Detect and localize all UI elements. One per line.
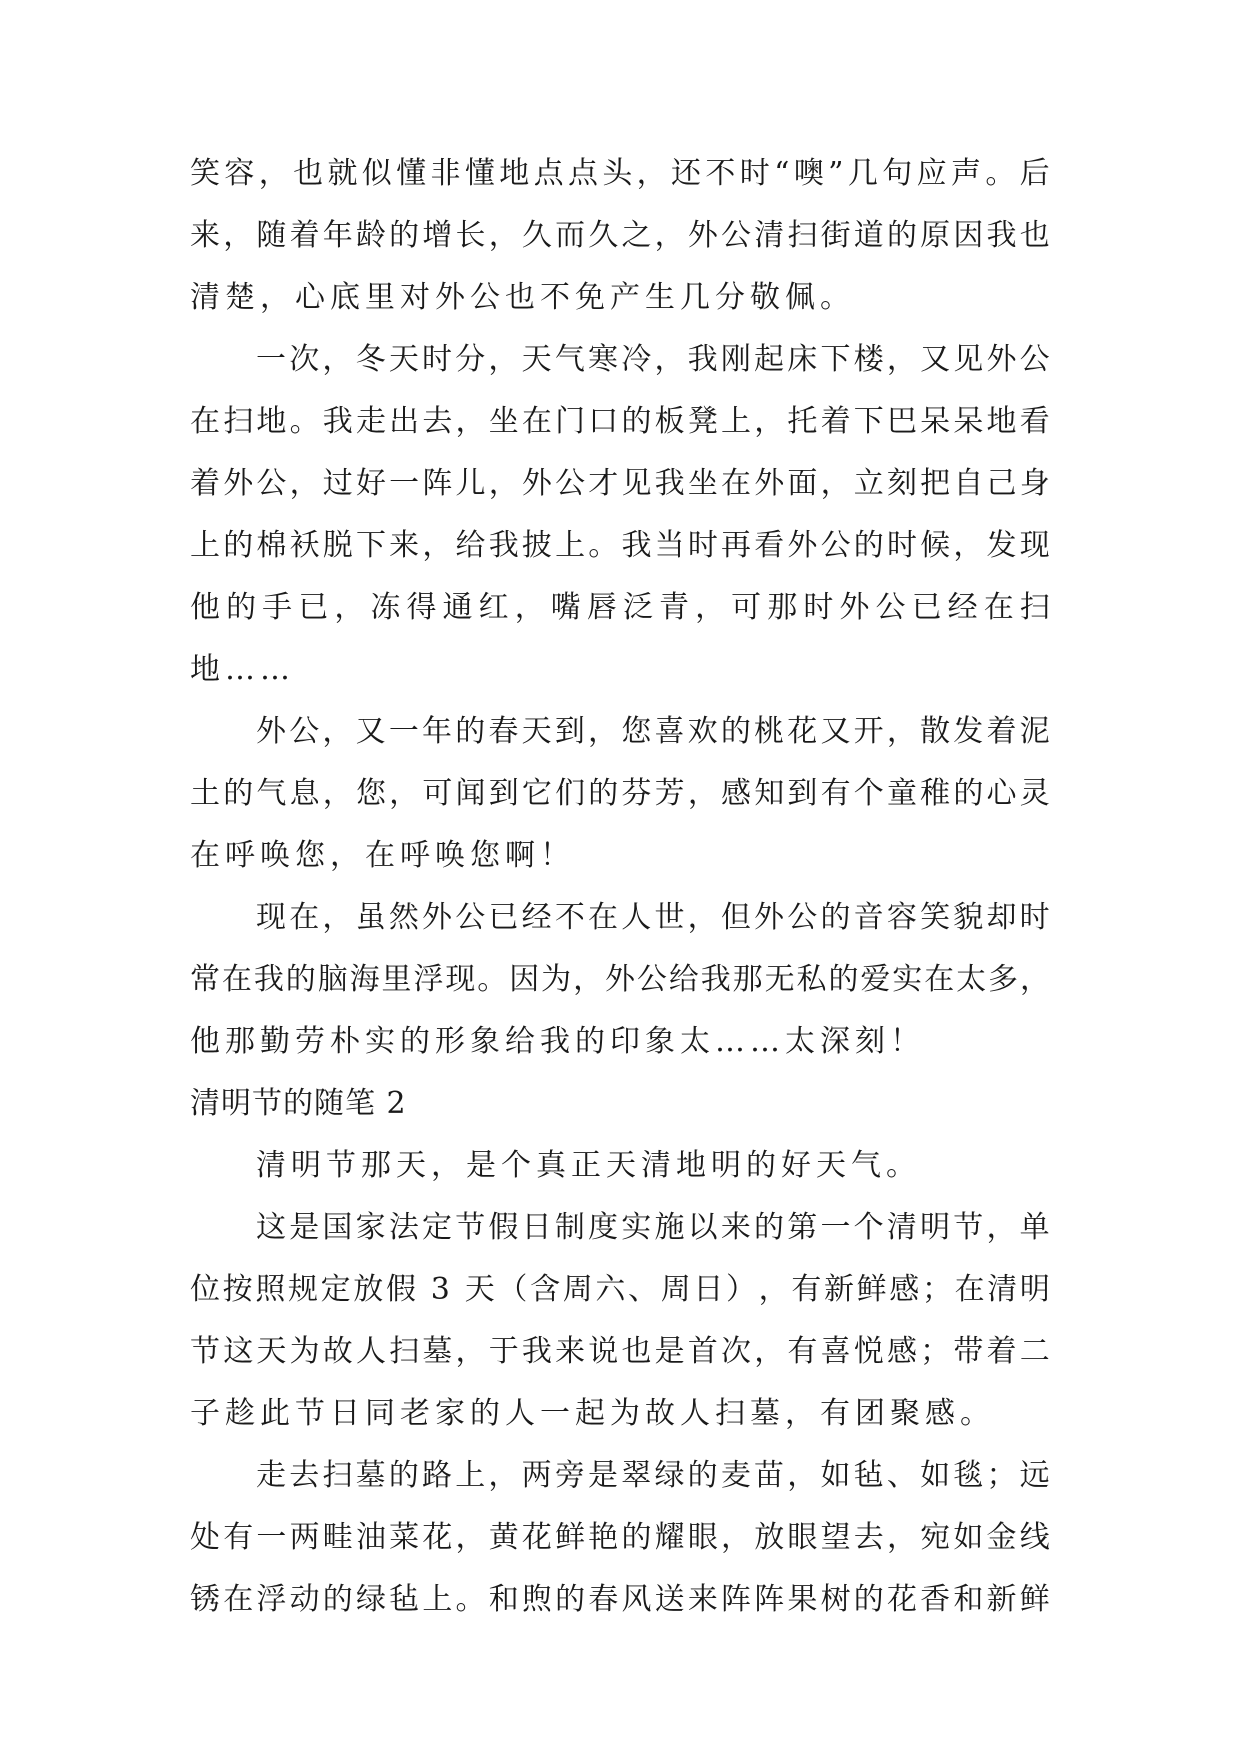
text-line: 来 ， 随 着 年 龄 的 增 长 ， 久 而 久 之 ， 外 公 清 扫 街 道 的 原 因 我 也 bbox=[190, 218, 1050, 253]
text-line: 子趁此节日同老家的人一起为故人扫墓，有团聚感。 bbox=[190, 1396, 995, 1431]
text-line: 上 的 棉 袄 脱 下 来 ， 给 我 披 上 。 我 当 时 再 看 外 公 的 时 候 ， 发 现 bbox=[190, 528, 1050, 563]
text-line: 土 的 气 息 ， 您 ， 可 闻 到 它 们 的 芬 芳 ， 感 知 到 有 个 童 稚 的 心 灵 bbox=[190, 776, 1050, 811]
text-line: 现 在 ， 虽 然 外 公 已 经 不 在 人 世 ， 但 外 公 的 音 容 笑 貌 却 时 bbox=[256, 900, 1050, 935]
text-line: 着 外 公 ， 过 好 一 阵 儿 ， 外 公 才 见 我 坐 在 外 面 ， 立 刻 把 自 己 身 bbox=[190, 466, 1050, 501]
text-line: 处 有 一 两 畦 油 菜 花 ， 黄 花 鲜 艳 的 耀 眼 ， 放 眼 望 去 ， 宛 如 金 线 bbox=[190, 1520, 1050, 1555]
text-line: 一 次 ， 冬 天 时 分 ， 天 气 寒 冷 ， 我 刚 起 床 下 楼 ， 又 见 外 公 bbox=[256, 342, 1050, 377]
text-line: 在 扫 地 。 我 走 出 去 ， 坐 在 门 口 的 板 凳 上 ， 托 着 下 巴 呆 呆 地 看 bbox=[190, 404, 1050, 439]
text-line: 这 是 国 家 法 定 节 假 日 制 度 实 施 以 来 的 第 一 个 清 明 节 ， 单 bbox=[256, 1210, 1050, 1245]
text-line: 外 公 ， 又 一 年 的 春 天 到 ， 您 喜 欢 的 桃 花 又 开 ， 散 发 着 泥 bbox=[256, 714, 1050, 749]
text-line: 清明节那天，是个真正天清地明的好天气。 bbox=[256, 1148, 921, 1183]
text-line: 笑 容 ， 也 就 似 懂 非 懂 地 点 点 头 ， 还 不 时 “ 噢 ” 几 句 应 声 。 后 bbox=[190, 156, 1050, 191]
text-line: 走 去 扫 墓 的 路 上 ， 两 旁 是 翠 绿 的 麦 苗 ， 如 毡 、 如 毯 ； 远 bbox=[256, 1458, 1050, 1493]
text-line: 节 这 天 为 故 人 扫 墓 ， 于 我 来 说 也 是 首 次 ， 有 喜 悦 感 ； 带 着 二 bbox=[190, 1334, 1050, 1369]
text-line: 在呼唤您，在呼唤您啊！ bbox=[190, 838, 575, 873]
text-line: 锈 在 浮 动 的 绿 毡 上 。 和 煦 的 春 风 送 来 阵 阵 果 树 的 花 香 和 新 鲜 bbox=[190, 1582, 1050, 1617]
text-line: 位 按 照 规 定 放 假 3 天 （ 含 周 六 、 周 日 ） ， 有 新 鲜 感 ； 在 清 明 bbox=[190, 1272, 1050, 1307]
text-line: 他那勤劳朴实的形象给我的印象太……太深刻！ bbox=[190, 1024, 925, 1059]
section-heading: 清明节的随笔 2 bbox=[190, 1086, 407, 1121]
text-line: 清楚，心底里对外公也不免产生几分敬佩。 bbox=[190, 280, 855, 315]
text-line: 地…… bbox=[190, 652, 295, 687]
text-line: 他 的 手 已 ， 冻 得 通 红 ， 嘴 唇 泛 青 ， 可 那 时 外 公 已 经 在 扫 bbox=[190, 590, 1050, 625]
text-line: 常 在 我 的 脑 海 里 浮 现 。 因 为 ， 外 公 给 我 那 无 私 的 爱 实 在 太 多 ， bbox=[190, 962, 1050, 997]
